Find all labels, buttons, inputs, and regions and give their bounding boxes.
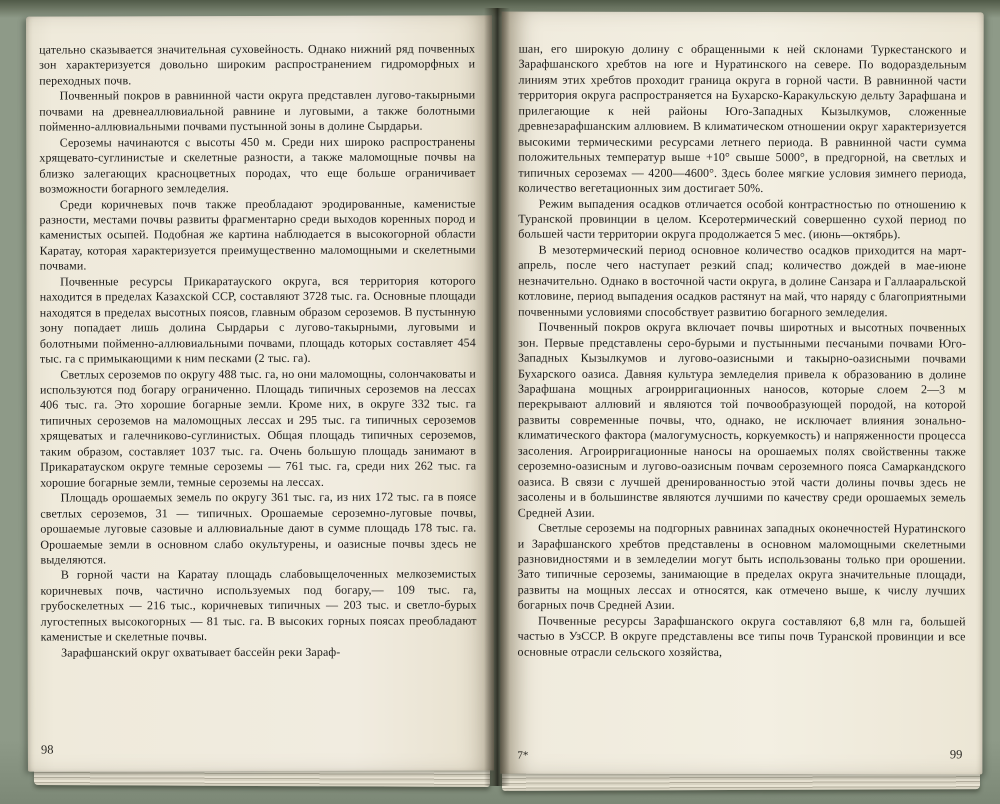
paragraph: Сероземы начинаются с высоты 450 м. Среди них широко распространены хрящевато-суглинистые и скелетные разности, а также маломощные почвы на близко залегающих красноцветных породах, что еще больше ограничивает возможности богарного земледелия. <box>39 134 476 196</box>
paragraph: Почвенный покров в равнинной части округа представлен лугово-такырными почвами на древнеаллювиальной равнине и луговыми, а также болотными пойменно-аллювиальными почвами пустынной зоны в долине Сырдарьи. <box>39 87 476 134</box>
right-page-number: 99 <box>949 747 963 762</box>
paragraph: Почвенный покров округа включает почвы широтных и высотных почвенных зон. Первые представлены серо-бурыми и пустынными песчаными почвами Юго-Западных Кызылкумов и лугово-оазисными и такырно-оазисными почвами Бухарского оазиса. Давняя культура земледелия привела к образованию в долине Зарафшана мощных агроирригационных наносов, которые слоем 2—3 м перекрывают аллювий и являются той почвообразующей породой, на которой развиты современные почвы, что, однако, не исключает влияния зонально-климатического фактора (малогумусность, коркуемкость) и напряженности процесса засоления. Агроирригационные наносы на орошаемых полях свойственны также сероземно-оазисным и лугово-оазисным почвам сероземного пояса Самаркандского оазиса. В связи с лучшей дренированностью этой части долины почвы здесь не засолены и в большинстве являются лучшими по качеству среди орошаемых земель Средней Азии. <box>517 319 967 520</box>
paragraph: Светлых сероземов по округу 488 тыс. га, но они маломощны, солончаковаты и используются под богару ограниченно. Площадь типичных сероземов на лессах 406 тыс. га. Это хорошие богарные земли. Кроме них, в округе 332 тыс. га типичных сероземов на маломощных лессах и 295 тыс. га типичных сероземов хрящеватых и галечниково-суглинистых. Общая площадь типичных сероземов, таким образом, составляет 1037 тыс. га. Очень большую площадь занимают в Прикаратауском округе темные сероземы — 761 тыс. га, среди них 262 тыс. га хорошие богарные земли, темные сероземы на лессах. <box>39 365 477 490</box>
left-page-number: 98 <box>40 742 54 757</box>
left-page-text <box>39 41 477 729</box>
paragraph: Светлые сероземы на подгорных равнинах западных оконечностей Нуратинского и Зарафшанского хребтов представлены в основном маломощными скелетными разновидностями и в земледелии могут быть использованы только при орошении. Зато типичные сероземы, занимающие в пределах округа значительные площади, развиты на мощных лессах и относятся, как отмечено выше, к числу лучших богарных почв Средней Азии. <box>517 520 966 613</box>
left-page <box>26 15 494 771</box>
paragraph: Площадь орошаемых земель по округу 361 тыс. га, из них 172 тыс. га в поясе светлых сероземов, 31 — типичных. Орошаемые сероземно-луговые почвы, орошаемые луговые сазовые и аллювиальные дают в сумме площадь 178 тыс. га. Орошаемые земли в основном слабо окультурены, и оазисные почвы здесь не выделяются. <box>40 489 477 567</box>
paragraph: Зарафшанский округ охватывает бассейн реки Зараф- <box>61 644 341 660</box>
paragraph: Почвенные ресурсы Прикаратауского округа, вся территория которого находится в пределах Казахской ССР, составляют 3728 тыс. га. Основные площади находятся в пределах высотных поясов, главным образом сероземов. В пустынную зону попадает лишь долина Сырдарьи с лугово-такырными, луговыми и болотными пойменно-аллювиальными почвами, площадь которых составляет 454 тыс. га с примыкающими к ним песками (2 тыс. га). <box>39 273 476 366</box>
paragraph: В горной части на Каратау площадь слабовыщелоченных мелкоземистых коричневых почв, частично используемых под богару,— 109 тыс. га, грубоскелетных — 216 тыс., коричневых типичных — 203 тыс. и светло-бурых лугостепных высокогорных — 81 тыс. га. В высоких горных поясах преобладают каменистые и скелетные почвы. <box>40 566 477 644</box>
right-page-text <box>517 42 966 735</box>
paragraph: цательно сказывается значительная суховейность. Однако нижний ряд почвенных зон характеризуется довольно широким распространением гидроморфных и переходных почв. <box>39 41 476 88</box>
paragraph: В мезотермический период основное количество осадков приходится на март-апрель, после чего наступает резкий спад; количество дождей в мае-июне незначительно. Однако в восточной части округа, в долине Санзара и Галлааральской котловине, период выпадения осадков растянут на май, что наряду с благоприятными почвенными условиями способствует развитию богарного земледелия. <box>518 242 967 319</box>
signature-mark: 7* <box>517 749 529 762</box>
paragraph: шан, его широкую долину с обращенными к ней склонами Туркестанского и Зарафшанского хребтов на юге и Нуратинского на севере. По водораздельным линиям этих хребтов проходит граница округа в горной части. В равнинной части территория округа распространяется на Бухарско-Каракульскую дельту Зарафшана и прилегающие к ней районы Юго-Западных Кызылкумов, сложенные древнезарафшанским аллювием. В климатическом отношении округ характеризуется высокими термическими ресурсами летнего периода. В равнинной части сумма положительных температур выше +10° свыше 5000°, в предгорной, на светлых и типичных сероземах — 4200—4600°. Здесь более мягкие условия зимнего периода, количество вегетационных зим достигает 50%. <box>518 41 967 196</box>
right-page <box>500 12 983 775</box>
paragraph: Почвенные ресурсы Зарафшанского округа составляют 6,8 млн га, большей частью в УзССР. В округе представлены все типы почв Туранской провинции и все основные отрасли сельского хозяйства, <box>517 613 966 659</box>
paragraph: Среди коричневых почв также преобладают эродированные, каменистые разности, местами почвы развиты фрагментарно среди выходов коренных пород и каменистых осыпей. Подобная же картина наблюдается в высокогорной области Каратау, которая характеризуется преимущественно маломощными и скелетными почвами. <box>39 195 476 273</box>
paragraph: Режим выпадения осадков отличается особой контрастностью по отношению к Туранской провинции в целом. Ксеротермический совершенно сухой период по большей части территории округа продолжается 5 мес. (июнь—октябрь). <box>518 196 967 242</box>
